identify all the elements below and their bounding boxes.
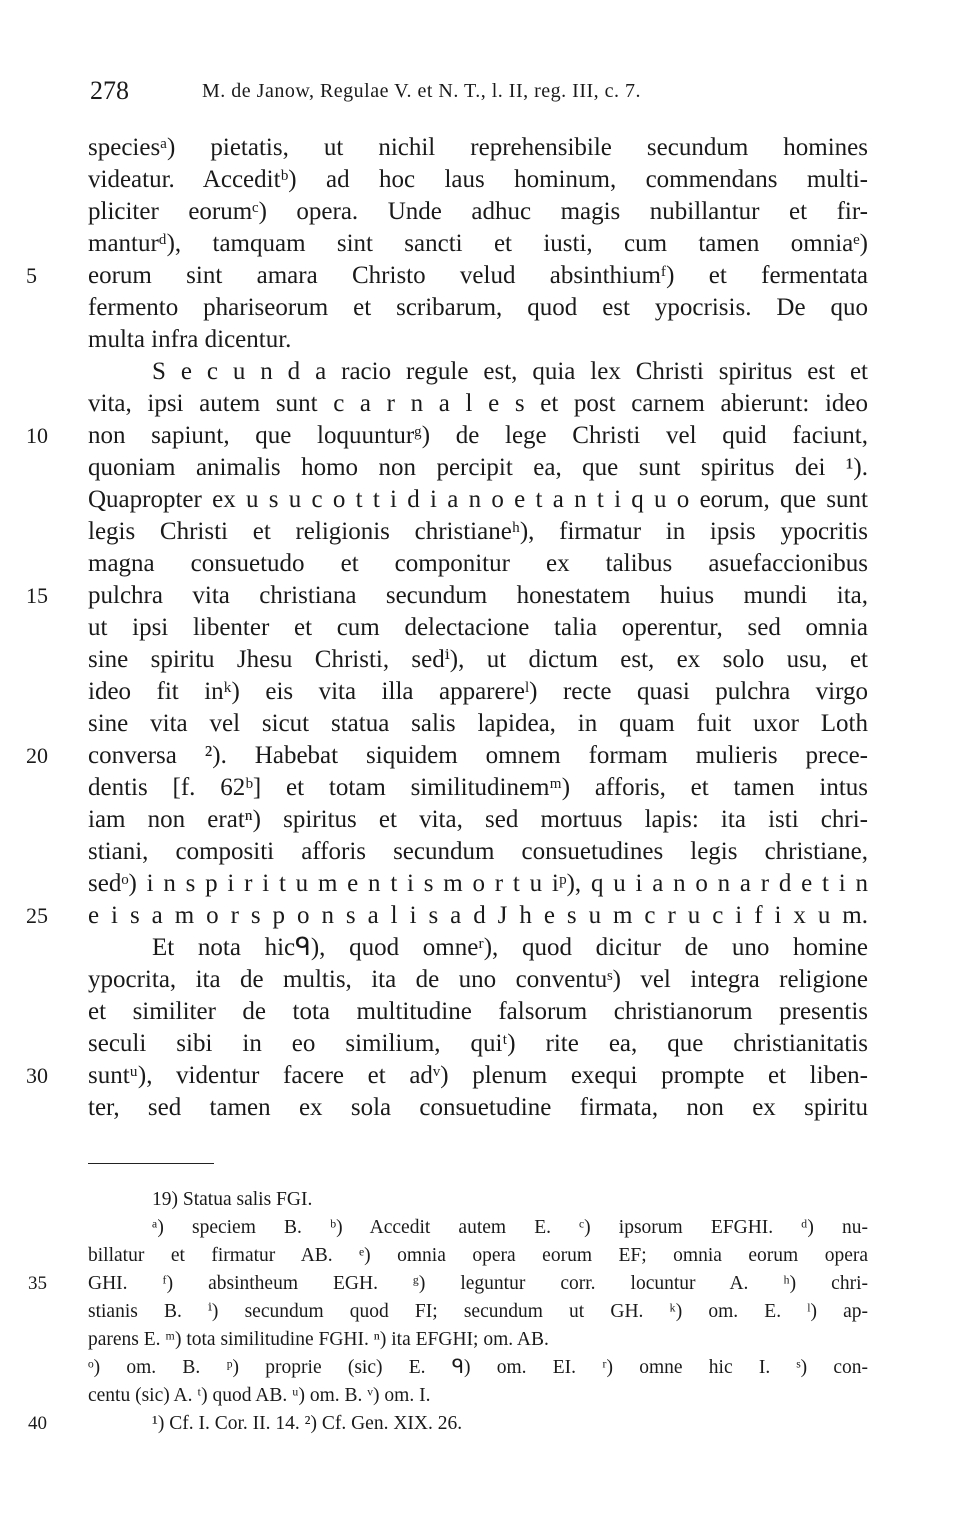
line-number: 10	[26, 423, 48, 448]
text-line	[88, 804, 868, 836]
line-text: Et nota hicᑫ), quod omneʳ), quod dicitur de uno homine	[152, 934, 868, 961]
text-line	[88, 132, 868, 164]
text-line	[88, 932, 868, 964]
footnote-text: parens E. ᵐ) tota similitudine FGHI. ⁿ) ita EFGHI; om. AB.	[88, 1329, 549, 1350]
line-text: non sapiunt, que loquunturᵍ) de lege Christi vel quid faciunt,	[88, 422, 868, 449]
line-text: ypocrita, ita de multis, ita de uno conventuˢ) vel integra religione	[88, 966, 868, 993]
line-text: vita, ipsi autem sunt c a r n a l e s et post carnem abierunt: ideo	[88, 390, 868, 417]
footnote-line	[88, 1186, 868, 1214]
text-line	[26, 1060, 868, 1092]
text-line	[88, 644, 868, 676]
footnote-line	[28, 1270, 868, 1298]
footnote-text: ᵒ) om. B. ᵖ) proprie (sic) E. ᑫ) om. EI. ʳ) omne hic I. ˢ) con-	[88, 1357, 868, 1378]
footnote-line	[88, 1382, 868, 1410]
line-text: ter, sed tamen ex sola consuetudine firmata, non ex spiritu	[88, 1094, 868, 1121]
line-text: eorum sint amara Christo velud absinthiumᶠ) et fermentata	[88, 262, 868, 289]
text-line	[88, 388, 868, 420]
text-line	[88, 324, 868, 356]
line-text: stiani, compositi afforis secundum consuetudines legis christiane,	[88, 838, 868, 865]
running-title: M. de Janow, Regulae V. et N. T., l. II, reg. III, c. 7.	[202, 80, 642, 102]
line-text: seculi sibi in eo similium, quiᵗ) rite ea, que christianitatis	[88, 1030, 868, 1057]
footnote-text: billatur et firmatur AB. ᵉ) omnia opera eorum EF; omnia eorum opera	[88, 1245, 868, 1266]
footnote-text: ¹) Cf. I. Cor. II. 14. ²) Cf. Gen. XIX. 26.	[152, 1413, 463, 1434]
footnote-line	[28, 1410, 868, 1438]
line-number: 30	[26, 1063, 48, 1088]
text-line	[88, 196, 868, 228]
line-text: legis Christi et religionis christianeʰ), firmatur in ipsis ypocritis	[88, 518, 868, 545]
footnote-text: stianis B. ⁱ) secundum quod FI; secundum ut GH. ᵏ) om. E. ˡ) ap-	[88, 1301, 868, 1322]
text-line	[26, 740, 868, 772]
line-text: ut ipsi libenter et cum delectacione talia operentur, sed omnia	[88, 614, 868, 641]
text-line	[88, 676, 868, 708]
text-line	[88, 996, 868, 1028]
line-text: Quapropter ex u s u c o t t i d i a n o e t a n t i q u o eorum, que sunt	[88, 486, 868, 513]
line-text: videatur. Acceditᵇ) ad hoc laus hominum, commendans multi-	[88, 166, 868, 193]
line-text: dentis [f. 62ᵇ] et totam similitudinemᵐ) afforis, et tamen intus	[88, 774, 868, 801]
line-text: sine spiritu Jhesu Christi, sedⁱ), ut dictum est, ex solo usu, et	[88, 646, 868, 673]
text-line	[88, 228, 868, 260]
footnote-divider	[88, 1163, 214, 1164]
footnote-line	[88, 1242, 868, 1270]
line-text: suntᵘ), videntur facere et adᵛ) plenum exequi prompte et liben-	[88, 1062, 868, 1089]
line-text: speciesᵃ) pietatis, ut nichil reprehensibile secundum homines	[88, 134, 868, 161]
text-line	[26, 580, 868, 612]
text-line	[88, 868, 868, 900]
line-number: 25	[26, 903, 48, 928]
text-line	[88, 1092, 868, 1124]
text-line	[88, 292, 868, 324]
line-number: 5	[26, 263, 37, 288]
line-text: S e c u n d a racio regule est, quia lex Christi spiritus est et	[152, 358, 868, 385]
line-number: 35	[28, 1273, 47, 1294]
page-header	[90, 76, 870, 116]
page-number: 278	[90, 76, 129, 105]
line-text: iam non eratⁿ) spiritus et vita, sed mortuus lapis: ita isti chri-	[88, 806, 868, 833]
line-text: quoniam animalis homo non percipit ea, que sunt spiritus dei ¹).	[88, 454, 868, 481]
line-number: 40	[28, 1413, 47, 1434]
line-text: ideo fit inᵏ) eis vita illa apparereˡ) recte quasi pulchra virgo	[88, 678, 868, 705]
line-text: et similiter de tota multitudine falsorum christianorum presentis	[88, 998, 868, 1025]
line-text: e i s a m o r s p o n s a l i s a d J h e s u m c r u c i f i x u m.	[88, 902, 868, 929]
text-line	[88, 484, 868, 516]
text-line	[88, 1028, 868, 1060]
line-text: fermento phariseorum et scribarum, quod est ypocrisis. De quo	[88, 294, 868, 321]
text-line	[88, 452, 868, 484]
text-line	[88, 516, 868, 548]
line-text: conversa ²). Habebat siquidem omnem formam mulieris prece-	[88, 742, 868, 769]
line-text: sedᵒ) i n s p i r i t u m e n t i s m o r t u iᵖ), q u i a n o n a r d e t i n	[88, 870, 868, 897]
footnote-text: 19) Statua salis FGI.	[152, 1189, 313, 1210]
line-number: 20	[26, 743, 48, 768]
text-line	[88, 548, 868, 580]
line-text: manturᵈ), tamquam sint sancti et iusti, cum tamen omniaᵉ)	[88, 230, 868, 257]
footnote-line	[88, 1354, 868, 1382]
text-line	[88, 708, 868, 740]
text-line	[88, 964, 868, 996]
footnote-text: ᵃ) speciem B. ᵇ) Accedit autem E. ᶜ) ipsorum EFGHI. ᵈ) nu-	[152, 1217, 868, 1238]
text-line	[88, 164, 868, 196]
line-text: pliciter eorumᶜ) opera. Unde adhuc magis nubillantur et fir-	[88, 198, 868, 225]
line-text: multa infra dicentur.	[88, 326, 292, 353]
text-line	[88, 612, 868, 644]
text-line	[88, 772, 868, 804]
footnote-line	[88, 1298, 868, 1326]
footnote-text: centu (sic) A. ᵗ) quod AB. ᵘ) om. B. ᵛ) om. I.	[88, 1385, 431, 1406]
main-text	[26, 132, 868, 1124]
text-line	[26, 260, 868, 292]
text-line	[26, 900, 868, 932]
text-line	[88, 836, 868, 868]
footnote-line	[88, 1214, 868, 1242]
text-line	[26, 420, 868, 452]
line-text: magna consuetudo et componitur ex talibus asuefaccionibus	[88, 550, 868, 577]
text-line	[88, 356, 868, 388]
line-text: pulchra vita christiana secundum honestatem huius mundi ita,	[88, 582, 868, 609]
line-number: 15	[26, 583, 48, 608]
line-text: sine vita vel sicut statua salis lapidea, in quam fuit uxor Loth	[88, 710, 868, 737]
footnote-text: GHI. ᶠ) absintheum EGH. ᵍ) leguntur corr. locuntur A. ʰ) chri-	[88, 1273, 868, 1294]
footnote-line	[88, 1326, 868, 1354]
footnotes	[28, 1186, 868, 1438]
